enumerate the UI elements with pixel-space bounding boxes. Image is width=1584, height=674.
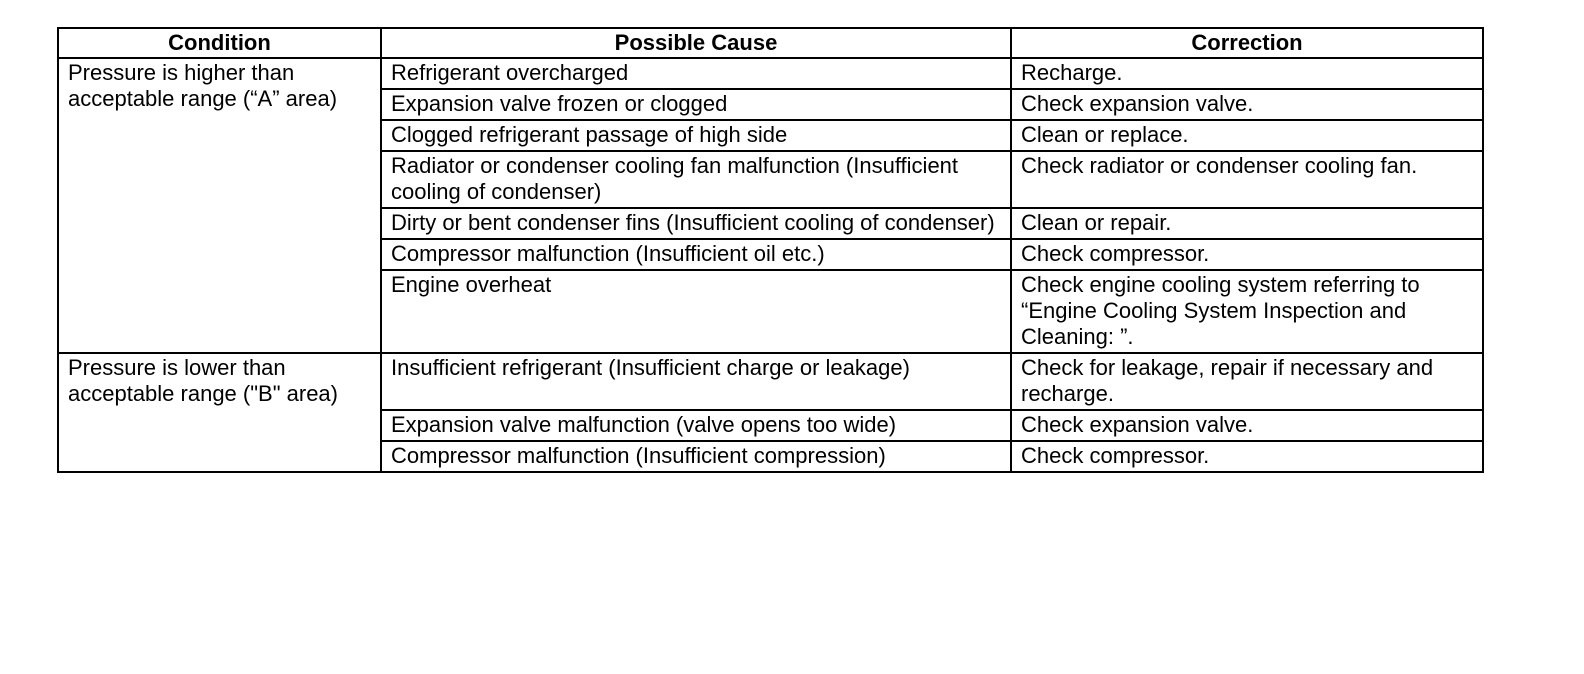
header-condition: Condition	[58, 28, 381, 58]
correction-cell: Check for leakage, repair if necessary and recharge.	[1011, 353, 1483, 410]
table-row	[58, 353, 1483, 410]
correction-cell: Check radiator or condenser cooling fan.	[1011, 151, 1483, 208]
table-header	[58, 28, 1483, 58]
correction-cell: Clean or replace.	[1011, 120, 1483, 151]
correction-cell: Clean or repair.	[1011, 208, 1483, 239]
cause-cell: Compressor malfunction (Insufficient compression)	[381, 441, 1011, 472]
cause-cell: Radiator or condenser cooling fan malfunction (Insufficient cooling of condenser)	[381, 151, 1011, 208]
table-row	[58, 58, 1483, 89]
condition-cell-low-pressure: Pressure is lower than acceptable range ("B" area)	[58, 353, 381, 472]
correction-cell: Check expansion valve.	[1011, 89, 1483, 120]
table-body	[58, 58, 1483, 472]
cause-cell: Expansion valve frozen or clogged	[381, 89, 1011, 120]
cause-cell: Insufficient refrigerant (Insufficient charge or leakage)	[381, 353, 1011, 410]
troubleshooting-table	[57, 27, 1484, 473]
correction-cell: Check expansion valve.	[1011, 410, 1483, 441]
correction-cell: Recharge.	[1011, 58, 1483, 89]
cause-cell: Expansion valve malfunction (valve opens too wide)	[381, 410, 1011, 441]
header-correction: Correction	[1011, 28, 1483, 58]
cause-cell: Dirty or bent condenser fins (Insufficient cooling of condenser)	[381, 208, 1011, 239]
cause-cell: Engine overheat	[381, 270, 1011, 353]
correction-cell: Check engine cooling system referring to “Engine Cooling System Inspection and Cleaning: ”.	[1011, 270, 1483, 353]
header-row	[58, 28, 1483, 58]
correction-cell: Check compressor.	[1011, 441, 1483, 472]
header-possible-cause: Possible Cause	[381, 28, 1011, 58]
condition-cell-high-pressure: Pressure is higher than acceptable range (“A” area)	[58, 58, 381, 353]
cause-cell: Refrigerant overcharged	[381, 58, 1011, 89]
cause-cell: Clogged refrigerant passage of high side	[381, 120, 1011, 151]
cause-cell: Compressor malfunction (Insufficient oil etc.)	[381, 239, 1011, 270]
correction-cell: Check compressor.	[1011, 239, 1483, 270]
